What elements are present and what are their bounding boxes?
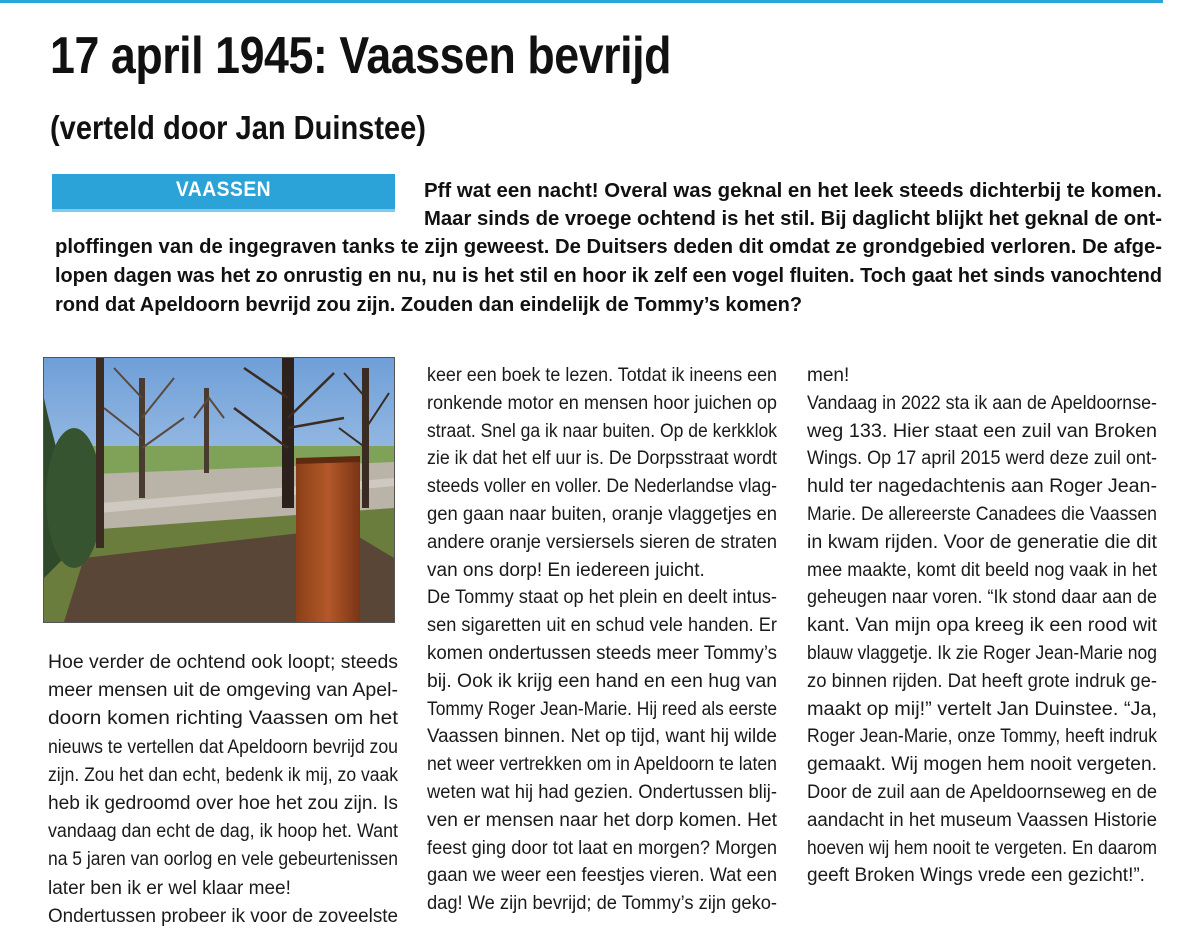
body-line: hoeven wij hem nooit te vergeten. En daarom [807, 837, 1157, 859]
body-line: heb ik gedroomd over hoe het zou zijn. Is [48, 793, 399, 814]
body-line: komen ondertussen steeds meer Tommy’s [427, 643, 777, 664]
body-line: later ben ik er wel klaar mee! [48, 877, 291, 899]
body-line: geheugen naar voren. “Ik stond daar aan de [807, 587, 1157, 609]
body-line: Tommy Roger Jean-Marie. Hij reed als eerste [427, 698, 777, 720]
body-line: Door de zuil aan de Apeldoornseweg en de [807, 782, 1157, 803]
body-line: ronkende motor en mensen hoor juichen op [427, 392, 777, 414]
body-line: keer een boek te lezen. Totdat ik ineens een [427, 365, 777, 386]
photo-roadside-memorial-icon [44, 358, 394, 622]
body-line: Hoe verder de ochtend ook loopt; steeds [48, 652, 399, 673]
body-line: zie ik dat het elf uur is. De Dorpsstraat wordt [427, 448, 777, 470]
location-badge [52, 174, 395, 212]
body-line: net weer vertrekken om in Apeldoorn te laten [427, 754, 777, 776]
body-line: huld ter nagedachtenis aan Roger Jean- [807, 476, 1157, 498]
body-line: maakt op mij!” vertelt Jan Duinstee. “Ja, [807, 698, 1157, 720]
body-line: Wings. Op 17 april 2015 werd deze zuil ont- [807, 448, 1157, 470]
lead-line: lopen dagen was het zo onrustig en nu, nu is het stil en hoor ik zelf een vogel fluiten. Toch gaat het sinds vanochtend [55, 265, 1162, 287]
body-line: zo binnen rijden. Dat heeft grote indruk ge- [807, 670, 1157, 692]
body-line: vandaag dan echt de dag, ik hoop het. Want [48, 821, 398, 843]
lead-line: Maar sinds de vroege ochtend is het stil. Bij daglicht blijkt het geknal de ont- [424, 208, 1162, 230]
body-line: ven er mensen naar het dorp komen. Het [427, 809, 777, 831]
body-line: meer mensen uit de omgeving van Apel- [48, 680, 398, 702]
body-line: nieuws te vertellen dat Apeldoorn bevrijd zou [48, 736, 398, 758]
body-line: bij. Ook ik krijg een hand en een hug van [427, 670, 777, 692]
body-line: gaan we weer een feestjes vieren. Wat een [427, 865, 777, 887]
lead-line: rond dat Apeldoorn bevrijd zou zijn. Zouden dan eindelijk de Tommy’s komen? [55, 294, 803, 316]
body-line: weg 133. Hier staat een zuil van Broken [807, 420, 1157, 442]
body-line: steeds voller en voller. De Nederlandse vlag- [427, 476, 777, 498]
article-title: 17 april 1945: Vaassen bevrijd [50, 27, 672, 85]
body-line: andere oranje versiersels sieren de straten [427, 531, 777, 553]
body-line: gemaakt. Wij mogen hem nooit vergeten. [807, 754, 1157, 776]
body-line: in kwam rijden. Voor de generatie die dit [807, 531, 1157, 553]
body-line: Vaassen binnen. Net op tijd, want hij wilde [427, 726, 777, 748]
article-subtitle: (verteld door Jan Duinstee) [50, 109, 426, 146]
body-line: doorn komen richting Vaassen om het [48, 708, 398, 730]
body-line: kant. Van mijn opa kreeg ik een rood wit [807, 615, 1157, 637]
body-line: straat. Snel ga ik naar buiten. Op de kerkklok [427, 420, 777, 442]
body-line: zijn. Zou het dan echt, bedenk ik mij, zo vaak [48, 764, 398, 786]
body-line: weten wat hij had gezien. Ondertussen blij- [427, 782, 777, 803]
lead-line: Pff wat een nacht! Overal was geknal en het leek steeds dichterbij te komen. [424, 180, 1162, 202]
body-line: Ondertussen probeer ik voor de zoveelste [48, 905, 398, 927]
body-line: dag! We zijn bevrijd; de Tommy’s zijn geko- [427, 893, 777, 915]
body-line: sen sigaretten uit en schud vele handen. Er [427, 615, 777, 637]
body-line: aandacht in het museum Vaassen Historie [807, 809, 1157, 831]
body-line: Vandaag in 2022 sta ik aan de Apeldoornse- [807, 392, 1157, 414]
body-line: mee maakte, komt dit beeld nog vaak in het [807, 559, 1157, 581]
body-line: Marie. De allereerste Canadees die Vaassen [807, 504, 1157, 525]
lead-line: ploffingen van de ingegraven tanks te zijn geweest. De Duitsers deden dit omdat ze grondgebied verloren. De afge- [55, 236, 1163, 258]
body-line: geeft Broken Wings vrede een gezicht!”. [807, 865, 1145, 887]
article-photo [43, 357, 395, 623]
body-line: men! [807, 365, 850, 386]
body-line: gen gaan naar buiten, oranje vlaggetjes en [427, 504, 777, 525]
body-line: De Tommy staat op het plein en deelt intus- [427, 587, 777, 609]
top-rule [0, 0, 1163, 3]
body-line: Roger Jean-Marie, onze Tommy, heeft indruk [807, 726, 1157, 748]
body-line: na 5 jaren van oorlog en vele gebeurtenissen [48, 849, 398, 871]
body-line: van ons dorp! En iedereen juicht. [427, 559, 705, 581]
body-line: feest ging door tot laat en morgen? Morgen [427, 837, 777, 859]
location-badge-label: VAASSEN [175, 178, 272, 201]
body-line: blauw vlaggetje. Ik zie Roger Jean-Marie nog [807, 643, 1157, 664]
